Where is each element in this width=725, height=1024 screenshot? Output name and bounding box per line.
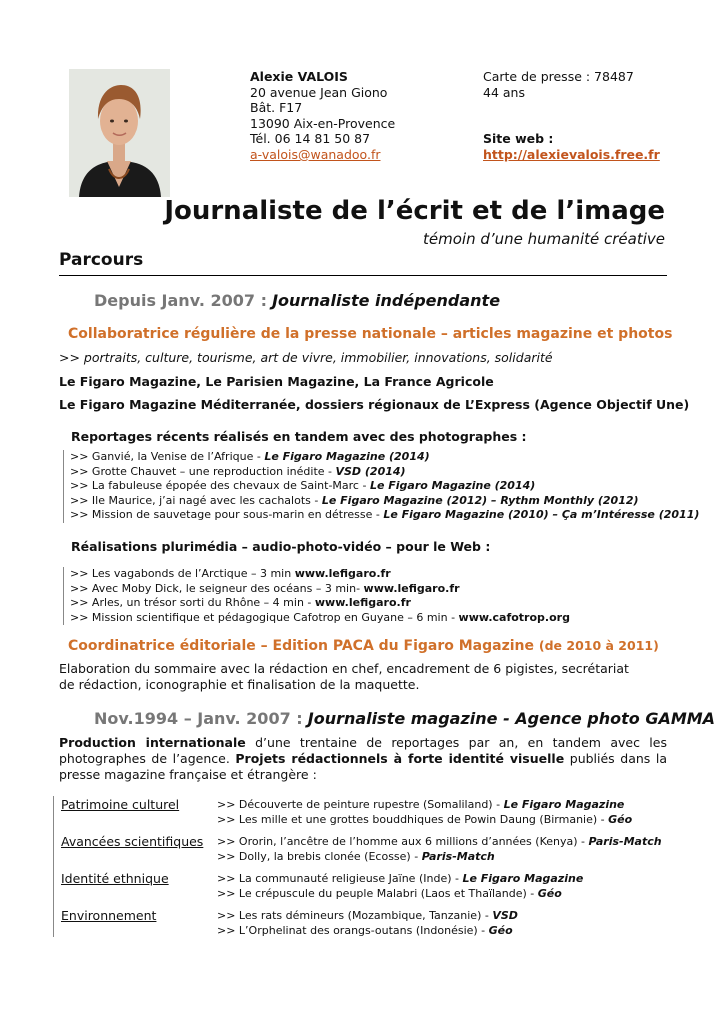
email-link[interactable]: a-valois@wanadoo.fr	[250, 146, 381, 162]
topic-items	[217, 871, 583, 901]
list-item: >> Ile Maurice, j’ai nagé avec les cachalots - Le Figaro Magazine (2012) – Rythm Monthly (2012)	[70, 493, 639, 507]
contact-phone: Tél. 06 14 81 50 87	[250, 131, 371, 147]
section-heading: Parcours	[59, 250, 144, 270]
period-heading-1	[94, 291, 500, 310]
list-item: >> Ganvié, la Venise de l’Afrique - Le Figaro Magazine (2014)	[70, 450, 430, 463]
publications-line-1: Le Figaro Magazine, Le Parisien Magazine, La France Agricole	[59, 374, 494, 389]
multimedia-list	[63, 567, 570, 625]
list-item: >> Mission de sauvetage pour sous-marin en détresse - Le Figaro Magazine (2010) – Ça m’Intéresse (2011)	[70, 508, 700, 521]
coordination-dates: (de 2010 à 2011)	[538, 638, 659, 653]
themes-line: >> portraits, culture, tourisme, art de vivre, immobilier, innovations, solidarité	[59, 350, 553, 365]
coordination-heading: Coordinatrice éditoriale – Edition PACA du Figaro Magazine (de 2010 à 2011)	[68, 638, 659, 654]
list-item: >> La fabuleuse épopée des chevaux de Saint-Marc - Le Figaro Magazine (2014)	[70, 479, 536, 492]
contact-address-line3: 13090 Aix-en-Provence	[250, 115, 396, 131]
list-item: >> Les mille et une grottes bouddhiques de Powin Daung (Birmanie) - Géo	[217, 813, 633, 826]
page-subtitle: témoin d’une humanité créative	[423, 230, 665, 248]
list-item: >> Les rats démineurs (Mozambique, Tanzanie) - VSD	[217, 909, 518, 922]
list-item: >> Arles, un trésor sorti du Rhône – 4 min - www.lefigaro.fr	[70, 596, 411, 609]
list-item: >> L’Orphelinat des orangs-outans (Indonésie) - Géo	[217, 924, 513, 937]
contact-name: Alexie VALOIS	[250, 69, 348, 84]
contact-block	[250, 69, 395, 163]
topics-divider	[53, 796, 54, 937]
press-card: Carte de presse : 78487	[483, 69, 634, 84]
contact-address-line2: Bât. F17	[250, 100, 303, 116]
portrait-image	[69, 69, 170, 197]
website-link[interactable]: http://alexievalois.free.fr	[483, 146, 660, 162]
multimedia-heading: Réalisations plurimédia – audio-photo-vidéo – pour le Web :	[71, 539, 491, 554]
list-item: >> Mission scientifique et pédagogique Cafotrop en Guyane – 6 min - www.cafotrop.org	[70, 610, 570, 624]
list-item: >> Les vagabonds de l’Arctique – 3 min www.lefigaro.fr	[70, 567, 391, 580]
collab-heading: Collaboratrice régulière de la presse nationale – articles magazine et photos	[68, 326, 673, 342]
topic-items	[217, 908, 518, 938]
coordination-description: Elaboration du sommaire avec la rédaction en chef, encadrement de 6 pigistes, secrétariat de rédaction, iconographie et finalisation de la maquette.	[59, 661, 629, 692]
reportages-list	[63, 450, 699, 523]
topic-title: Environnement	[61, 908, 157, 923]
list-item: >> Ororin, l’ancêtre de l’homme aux 6 millions d’années (Kenya) - Paris-Match	[217, 835, 662, 848]
reportages-heading: Reportages récents réalisés en tandem avec des photographes :	[71, 429, 527, 444]
contact-address-line1: 20 avenue Jean Giono	[250, 84, 388, 100]
list-item: >> Grotte Chauvet – une reproduction inédite - VSD (2014)	[70, 464, 406, 478]
topic-title: Identité ethnique	[61, 871, 169, 886]
period-dates: Depuis Janv. 2007 :	[94, 291, 267, 310]
period-heading-2	[94, 709, 715, 728]
list-item: >> Le crépuscule du peuple Malabri (Laos et Thaïlande) - Géo	[217, 887, 562, 900]
publications-line-2: Le Figaro Magazine Méditerranée, dossiers régionaux de L’Express (Agence Objectif Une)	[59, 397, 690, 412]
section-divider	[59, 275, 667, 276]
profile-photo	[69, 69, 170, 197]
period-dates: Nov.1994 – Janv. 2007 :	[94, 709, 303, 728]
list-item: >> La communauté religieuse Jaïne (Inde) - Le Figaro Magazine	[217, 872, 584, 885]
list-item: >> Dolly, la brebis clonée (Ecosse) - Paris-Match	[217, 850, 495, 863]
topic-title: Avancées scientifiques	[61, 834, 204, 849]
period-role: Journaliste indépendante	[272, 291, 501, 310]
list-item: >> Découverte de peinture rupestre (Somaliland) - Le Figaro Magazine	[217, 798, 625, 811]
page-title: Journaliste de l’écrit et de l’image	[164, 196, 665, 226]
topic-title: Patrimoine culturel	[61, 797, 180, 812]
website-label: Site web :	[483, 131, 554, 147]
production-paragraph: Production internationale d’une trentaine de reportages par an, en tandem avec les photographes de l’agence. Projets rédactionnels à forte identité visuelle publiés dans la presse magazine française et étrangère :	[59, 735, 667, 782]
list-item: >> Avec Moby Dick, le seigneur des océans – 3 min- www.lefigaro.fr	[70, 581, 460, 595]
period-role: Journaliste magazine - Agence photo GAMMA	[307, 709, 716, 728]
topic-items	[217, 797, 632, 827]
contact-info-right	[483, 69, 660, 162]
age: 44 ans	[483, 84, 525, 100]
topic-items	[217, 834, 662, 864]
